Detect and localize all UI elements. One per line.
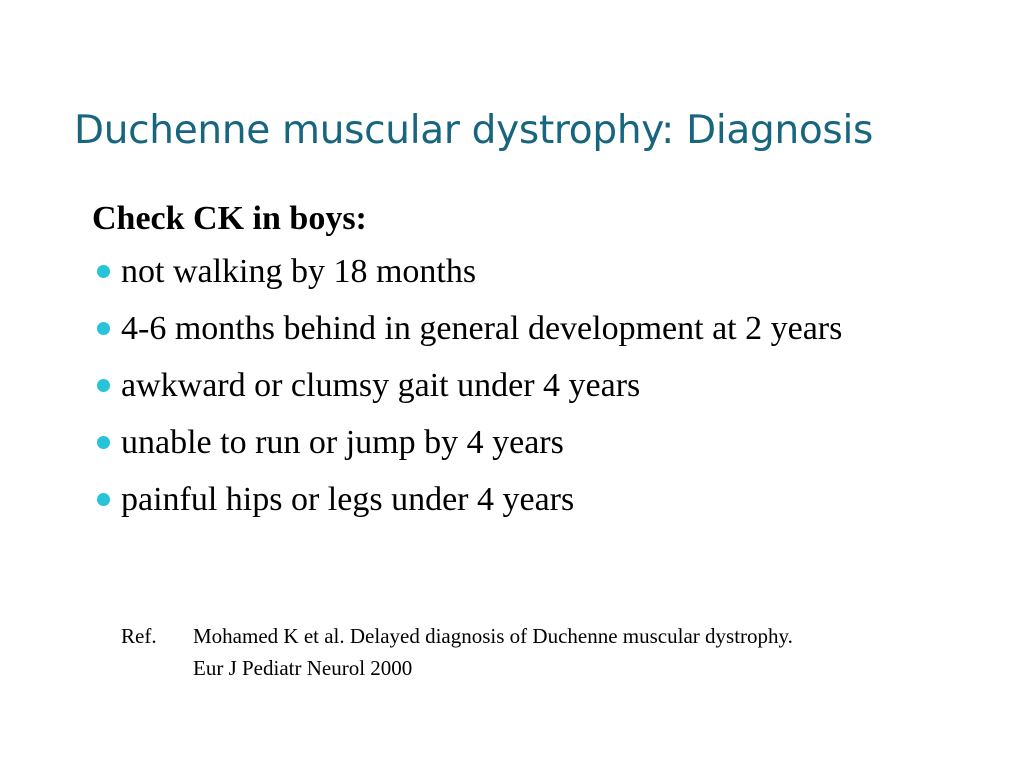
bullet-text: 4-6 months behind in general development at 2 years [121, 310, 843, 347]
bullet-dot-icon [97, 322, 110, 335]
bullet-dot-icon [97, 436, 110, 449]
reference-citation: Mohamed K et al. Delayed diagnosis of Duchenne muscular dystrophy. [193, 624, 793, 648]
reference-label: Ref. [121, 624, 157, 648]
slide-title: Duchenne muscular dystrophy: Diagnosis [74, 108, 873, 153]
bullet-text: painful hips or legs under 4 years [121, 481, 575, 518]
bullet-item [92, 364, 952, 408]
bullet-text: awkward or clumsy gait under 4 years [121, 367, 641, 404]
bullet-text: not walking by 18 months [121, 253, 477, 290]
bullet-item [92, 421, 952, 465]
reference [121, 620, 793, 684]
bullet-item [92, 307, 952, 351]
bullet-item [92, 478, 952, 522]
reference-row-2 [121, 652, 793, 684]
bullet-dot-icon [97, 265, 110, 278]
bullet-dot-icon [97, 379, 110, 392]
bullet-dot-icon [97, 493, 110, 506]
reference-journal: Eur J Pediatr Neurol 2000 [193, 656, 413, 680]
reference-label-spacer [121, 652, 193, 684]
reference-row-1 [121, 620, 793, 652]
slide-body [92, 196, 952, 535]
section-heading: Check CK in boys: [92, 200, 367, 237]
bullet-list [92, 250, 952, 522]
bullet-text: unable to run or jump by 4 years [121, 424, 564, 461]
bullet-item [92, 250, 952, 294]
